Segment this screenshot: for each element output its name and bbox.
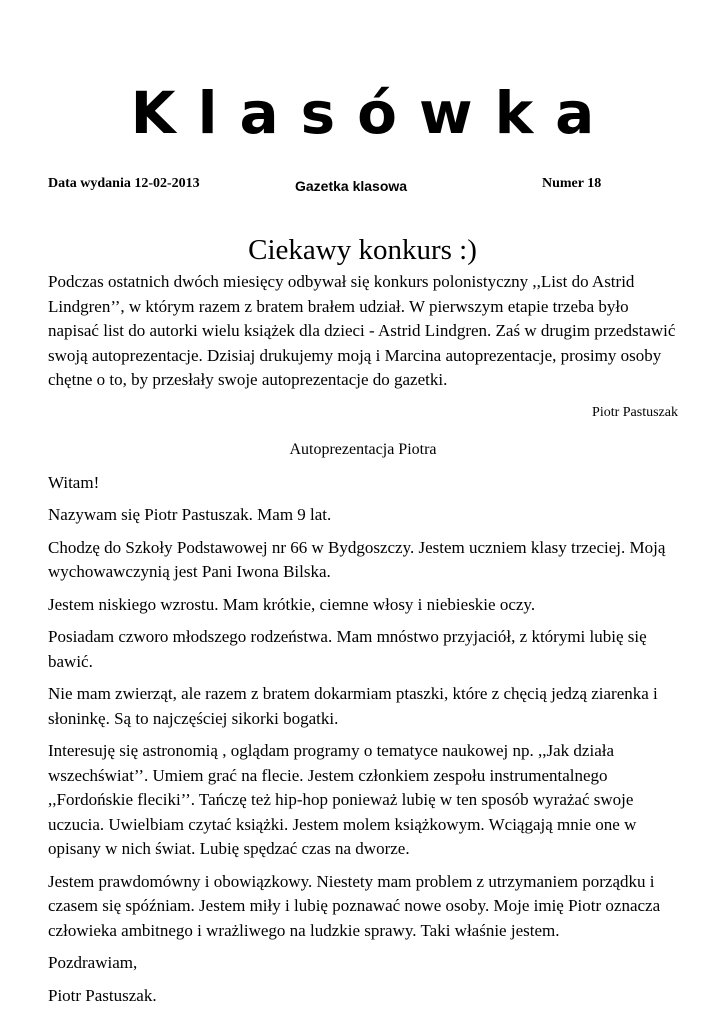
closing-greeting: Pozdrawiam, (48, 953, 138, 972)
body-paragraph: Witam! (48, 472, 100, 492)
article-intro: Podczas ostatnich dwóch miesięcy odbywał się konkurs polonistyczny ,,List do Astrid Lindgren’’, w którym razem z bratem brałem udział. W pierwszym etapie trzeba było napisać list do autorki wielu książek dla dzieci - Astrid Lindgren. Zaś w drugim przedstawić swoją autoprezentacje. Dzisiaj drukujemy moją i Marcina autoprezentacje, prosimy osoby chętne o to, by przesłały swoje autoprezentacje do gazetki. (48, 272, 676, 389)
article-author: Piotr Pastuszak (592, 404, 678, 420)
body-paragraph: Jestem prawdomówny i obowiązkowy. Niestety mam problem z utrzymaniem porządku i czasem się spóźniam. Jestem miły i lubię poznawać nowe osoby. Moje imię Piotr oznacza człowieka ambitnego i wrażliwego na ludzkie sprawy. Taki właśnie jestem. (48, 871, 661, 940)
body-paragraph: Nie mam zwierząt, ale razem z bratem dokarmiam ptaszki, które z chęcią jedzą ziarenka i słoninkę. Są to najczęściej sikorki bogatki. (48, 684, 658, 728)
body-paragraph: Jestem niskiego wzrostu. Mam krótkie, ciemne włosy i niebieskie oczy. (48, 594, 536, 614)
article-title: Ciekawy konkurs :) (248, 234, 477, 266)
article-body (48, 270, 678, 1008)
issue-date: Data wydania 12-02-2013 (48, 176, 200, 191)
body-paragraph: Interesuję się astronomią , oglądam programy o tematyce naukowej np. ,,Jak działa wszechświat’’. Umiem grać na flecie. Jestem członkiem zespołu instrumentalnego ,,Fordońskie fleciki’’. Tańczę też hip-hop ponieważ lubię w ten sposób wyrażać swoje uczucia. Uwielbiam czytać książki. Jestem molem książkowym. Wciągają mnie one w opisany w nich świat. Lubię spędzać czas na dworze. (48, 741, 637, 858)
issue-number: Numer 18 (542, 176, 602, 191)
article-subheading: Autoprezentacja Piotra (289, 440, 437, 458)
newspaper-title: Klasówka (130, 79, 617, 147)
signature: Piotr Pastuszak. (48, 985, 157, 1005)
publication-name: Gazetka klasowa (295, 178, 408, 194)
body-paragraph: Chodzę do Szkoły Podstawowej nr 66 w Bydgoszczy. Jestem uczniem klasy trzeciej. Moją wychowawczynią jest Pani Iwona Bilska. (48, 537, 666, 581)
body-paragraph: Nazywam się Piotr Pastuszak. Mam 9 lat. (48, 505, 332, 524)
body-paragraph: Posiadam czworo młodszego rodzeństwa. Mam mnóstwo przyjaciół, z którymi lubię się bawić. (48, 627, 647, 671)
